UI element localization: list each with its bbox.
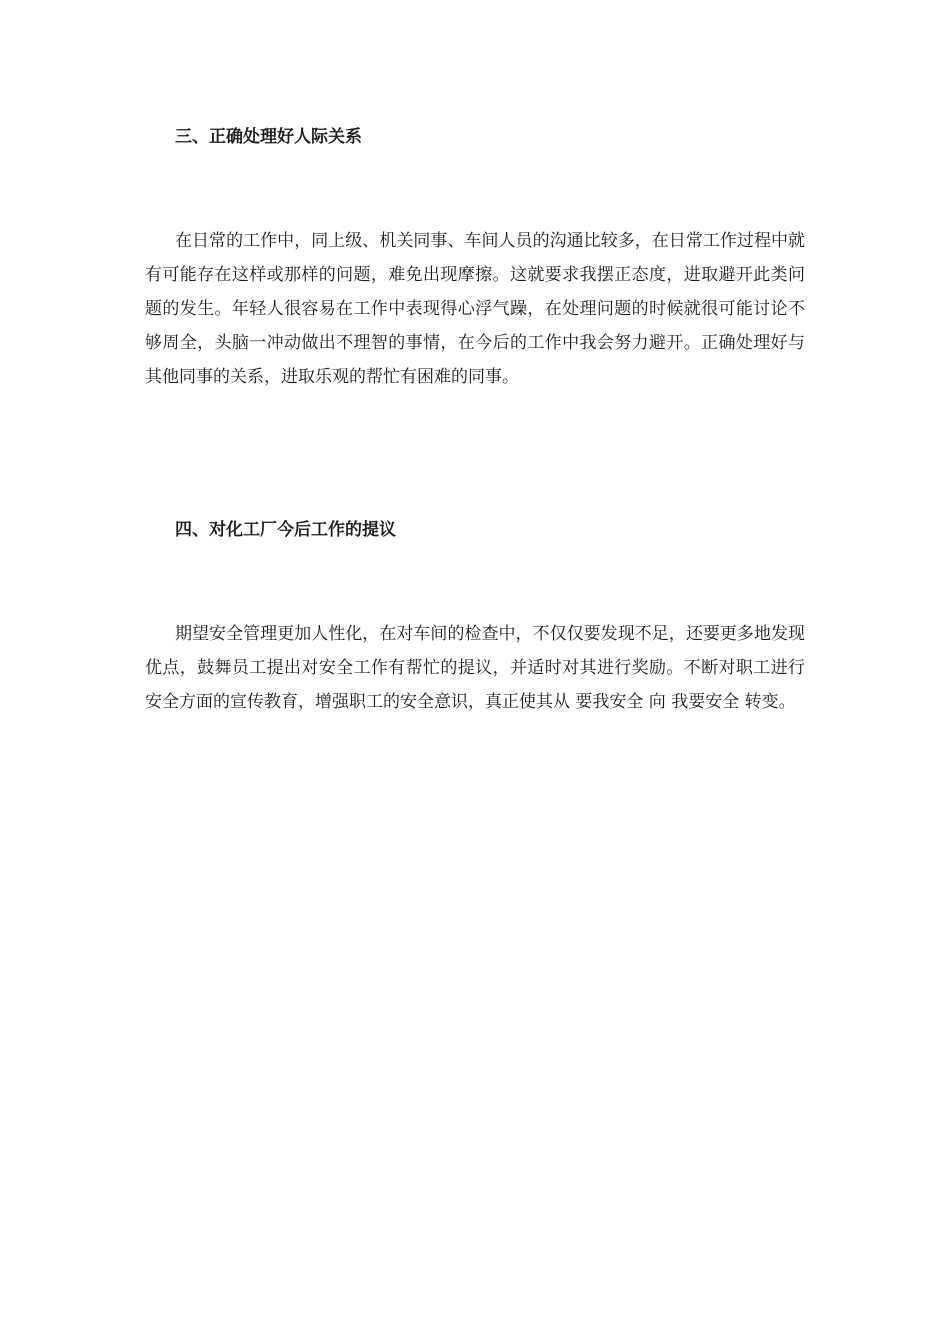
section-heading-suggestions: 四、对化工厂今后工作的提议	[175, 520, 396, 540]
section-paragraph-suggestions: 期望安全管理更加人性化，在对车间的检查中，不仅仅要发现不足，还要更多地发现优点，鼓舞员工提出对安全工作有帮忙的提议，并适时对其进行奖励。不断对职工进行安全方面的宣传教育，增强职工的安全意识，真正使其从 要我安全 向 我要安全 转变。	[145, 624, 805, 712]
section-paragraph-interpersonal: 在日常的工作中，同上级、机关同事、车间人员的沟通比较多，在日常工作过程中就有可能存在这样或那样的问题，难免出现摩擦。这就要求我摆正态度，进取避开此类问题的发生。年轻人很容易在工作中表现得心浮气躁，在处理问题的时候就很可能讨论不够周全，头脑一冲动做出不理智的事情，在今后的工作中我会努力避开。正确处理好与其他同事的关系，进取乐观的帮忙有困难的同事。	[145, 231, 805, 387]
section-heading-interpersonal: 三、正确处理好人际关系	[175, 127, 362, 147]
